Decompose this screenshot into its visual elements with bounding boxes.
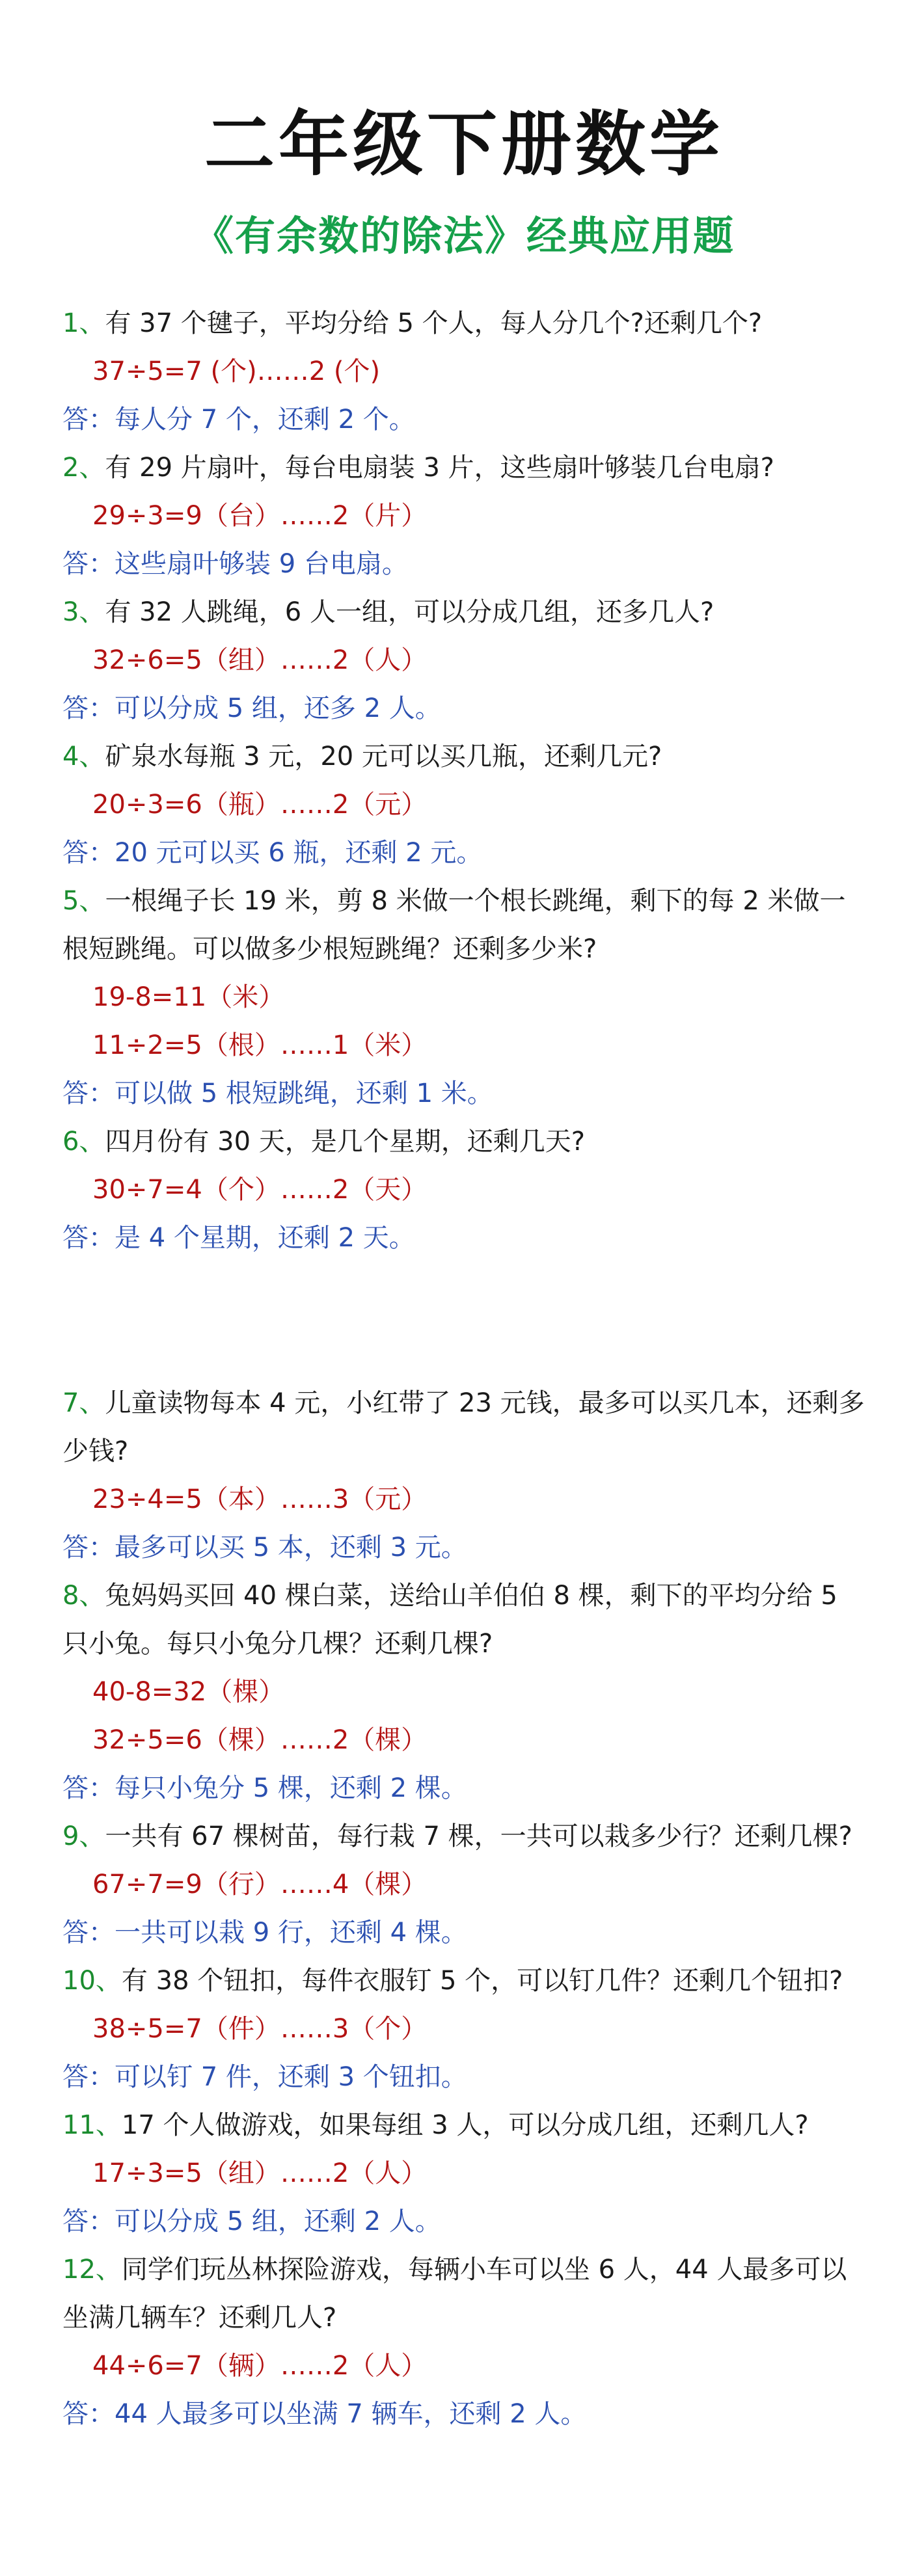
question-number: 4、	[62, 742, 105, 771]
problem-6	[62, 1118, 865, 1262]
question-body: 有 29 片扇叶，每台电扇装 3 片，这些扇叶够装几台电扇?	[105, 453, 774, 483]
question-number: 8、	[62, 1581, 105, 1611]
calculation-line: 23÷4=5（本）……3（元）	[92, 1484, 428, 1514]
question-text	[62, 2246, 865, 2342]
answer-line: 答：每只小兔分 5 棵，还剩 2 棵。	[62, 1773, 467, 1803]
question-number: 10、	[62, 1966, 122, 1996]
problem-11	[62, 2101, 865, 2246]
calculation-line: 30÷7=4（个）……2（天）	[92, 1175, 428, 1205]
problem-4	[62, 732, 865, 877]
question-number: 2、	[62, 453, 105, 483]
question-text	[62, 444, 865, 492]
calculation-line: 19-8=11（米）	[92, 982, 285, 1012]
question-body: 有 37 个毽子，平均分给 5 个人，每人分几个?还剩几个?	[105, 308, 763, 338]
question-body: 一根绳子长 19 米，剪 8 米做一个根长跳绳，剩下的每 2 米做一根短跳绳。可以做多少根短跳绳？还剩多少米?	[62, 886, 846, 964]
question-number: 5、	[62, 886, 105, 916]
answer-line: 答：可以做 5 根短跳绳，还剩 1 米。	[62, 1079, 493, 1108]
question-text	[62, 877, 865, 973]
calculation-line: 17÷3=5（组）……2（人）	[92, 2158, 428, 2188]
question-text	[62, 1812, 865, 1860]
problem-3	[62, 588, 865, 732]
answer-line: 答：每人分 7 个，还剩 2 个。	[62, 405, 415, 435]
question-body: 儿童读物每本 4 元，小红带了 23 元钱，最多可以买几本，还剩多少钱?	[62, 1388, 865, 1466]
problem-1	[62, 299, 865, 444]
answer-line: 答：可以钉 7 件，还剩 3 个钮扣。	[62, 2062, 467, 2092]
answer-line: 答：一共可以栽 9 行，还剩 4 棵。	[62, 1918, 467, 1948]
question-text	[62, 1572, 865, 1668]
question-body: 兔妈妈买回 40 棵白菜，送给山羊伯伯 8 棵，剩下的平均分给 5 只小兔。每只小兔分几棵？还剩几棵?	[62, 1581, 846, 1659]
question-text	[62, 1118, 865, 1166]
calculation-line: 11÷2=5（根）……1（米）	[92, 1030, 428, 1060]
problem-7	[62, 1379, 865, 1572]
answer-line: 答：是 4 个星期，还剩 2 天。	[62, 1223, 415, 1253]
answer-line: 答：44 人最多可以坐满 7 辆车，还剩 2 人。	[62, 2399, 587, 2429]
answer-line: 答：这些扇叶够装 9 台电扇。	[62, 549, 408, 579]
calculation-line: 44÷6=7（辆）……2（人）	[92, 2351, 428, 2381]
answer-line: 答：最多可以买 5 本，还剩 3 元。	[62, 1533, 467, 1563]
question-text	[62, 1957, 865, 2005]
calculation-line: 32÷5=6（棵）……2（棵）	[92, 1725, 428, 1755]
problem-section-1	[62, 299, 865, 1262]
question-number: 1、	[62, 308, 105, 338]
page-title: 二年级下册数学	[204, 104, 724, 185]
problem-2	[62, 444, 865, 588]
question-text	[62, 299, 865, 347]
problem-10	[62, 1957, 865, 2101]
answer-line: 答：可以分成 5 组，还多 2 人。	[62, 693, 441, 723]
calculation-line: 37÷5=7 (个)……2 (个)	[92, 356, 381, 386]
calculation-line: 29÷3=9（台）……2（片）	[92, 501, 428, 531]
question-body: 一共有 67 棵树苗，每行栽 7 棵，一共可以栽多少行？还剩几棵?	[105, 1821, 852, 1851]
problem-8	[62, 1572, 865, 1812]
problem-section-2	[62, 1379, 865, 2438]
question-body: 有 32 人跳绳，6 人一组，可以分成几组，还多几人?	[105, 597, 714, 627]
question-text	[62, 2101, 865, 2149]
question-body: 有 38 个钮扣，每件衣服钉 5 个，可以钉几件？还剩几个钮扣?	[121, 1966, 843, 1996]
answer-line: 答：20 元可以买 6 瓶，还剩 2 元。	[62, 838, 483, 868]
question-number: 7、	[62, 1388, 105, 1418]
question-text	[62, 1379, 865, 1475]
question-number: 6、	[62, 1127, 105, 1157]
question-text	[62, 732, 865, 781]
problem-5	[62, 877, 865, 1118]
page-subtitle: 《有余数的除法》经典应用题	[193, 212, 735, 260]
calculation-line: 32÷6=5（组）……2（人）	[92, 645, 428, 675]
answer-line: 答：可以分成 5 组，还剩 2 人。	[62, 2207, 441, 2236]
question-number: 9、	[62, 1821, 105, 1851]
calculation-line: 40-8=32（棵）	[92, 1677, 285, 1707]
problem-9	[62, 1812, 865, 1957]
question-number: 12、	[62, 2255, 122, 2285]
calculation-line: 38÷5=7（件）……3（个）	[92, 2014, 428, 2044]
question-number: 11、	[62, 2110, 122, 2140]
question-body: 矿泉水每瓶 3 元，20 元可以买几瓶，还剩几元?	[105, 742, 662, 771]
question-body: 四月份有 30 天，是几个星期，还剩几天?	[105, 1127, 586, 1157]
calculation-line: 20÷3=6（瓶）……2（元）	[92, 790, 428, 820]
question-number: 3、	[62, 597, 105, 627]
question-body: 同学们玩丛林探险游戏，每辆小车可以坐 6 人，44 人最多可以坐满几辆车？还剩几人?	[62, 2255, 847, 2333]
problem-12	[62, 2246, 865, 2438]
question-text	[62, 588, 865, 636]
question-body: 17 个人做游戏，如果每组 3 人，可以分成几组，还剩几人?	[121, 2110, 809, 2140]
calculation-line: 67÷7=9（行）……4（棵）	[92, 1870, 428, 1899]
